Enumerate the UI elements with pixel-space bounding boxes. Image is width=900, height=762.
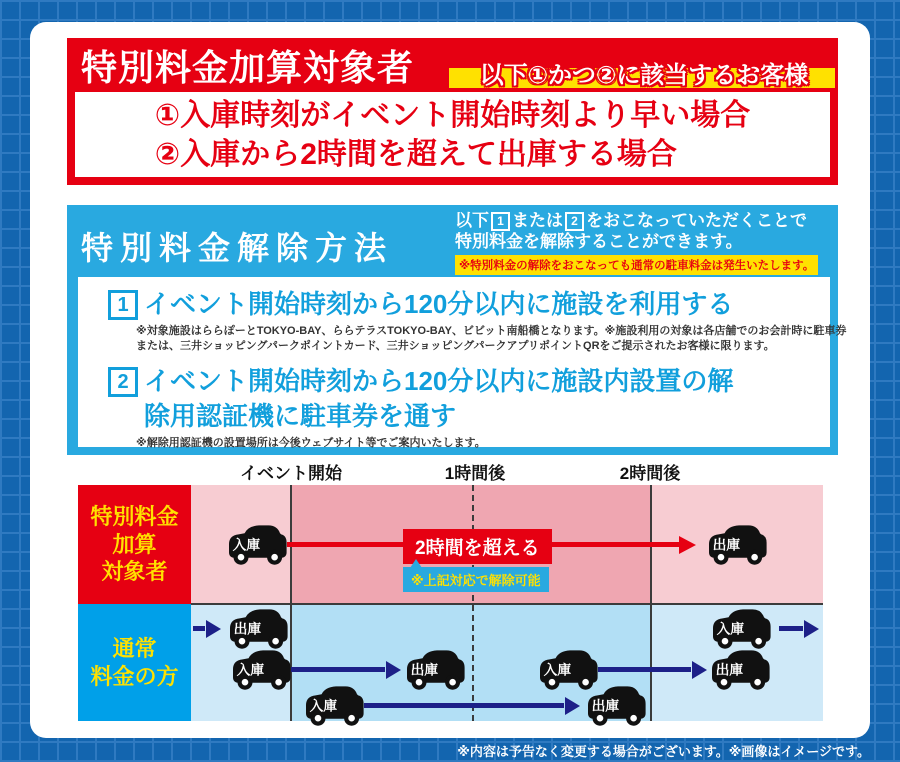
section1-title: 特別料金加算対象者	[81, 46, 415, 88]
label-1-hour: 1時間後	[444, 464, 506, 483]
special-label-line2: 加算	[112, 531, 157, 557]
intro-numbox-2: 2	[565, 212, 584, 231]
release-item-2	[108, 364, 830, 434]
normal-arrow-b2	[598, 667, 691, 672]
intro-post: をおこなっていただくことで	[586, 211, 807, 230]
over-2-hours-badge: 2時間を超える	[403, 529, 552, 564]
normal-arrow-a-right	[779, 626, 803, 631]
section2-intro	[455, 210, 807, 252]
car-exit-normal-b1	[401, 646, 467, 692]
release-item-1	[108, 287, 830, 322]
intro-numbox-1: 1	[491, 212, 510, 231]
car-label: 出庫	[410, 662, 439, 678]
row-header-normal-fee	[78, 604, 191, 721]
flyer-card	[30, 22, 870, 738]
normal-arrow-b1	[291, 667, 385, 672]
item2-heading: イベント開始時刻から120分以内に施設内設置の解除用認証機に駐車券を通す	[144, 365, 734, 431]
car-icon	[223, 521, 289, 567]
condition-1: ①入庫時刻がイベント開始時刻より早い場合	[154, 98, 751, 132]
label-2-hours: 2時間後	[619, 464, 681, 483]
car-label: 出庫	[591, 698, 620, 714]
car-label: 出庫	[715, 662, 744, 678]
item2-numbox: 2	[108, 367, 138, 397]
section1-conditions-box	[75, 92, 830, 177]
car-icon	[703, 521, 769, 567]
row-header-special-fee	[78, 485, 191, 604]
car-label: 出庫	[233, 621, 262, 637]
section1-header	[67, 38, 838, 92]
timeline-labels	[30, 459, 870, 481]
condition-2: ②入庫から2時間を超えて出庫する場合	[154, 137, 677, 171]
special-label-line3: 対象者	[101, 559, 168, 585]
item1-note: ※対象施設はららぽーとTOKYO-BAY、ららテラスTOKYO-BAY、ビビット南船橋となります。※施設利用の対象は各店舗でのお会計時に駐車券または、三井ショッピングパークポイントカード、三井ショッピングパークアプリポイントQRをご提示されたお客様に限ります。	[136, 325, 847, 352]
normal-arrow-a-left	[193, 626, 205, 631]
label-event-start: イベント開始	[240, 464, 342, 483]
item1-numbox: 1	[108, 290, 138, 320]
car-label: 入庫	[232, 537, 261, 553]
normal-label-line2: 料金の方	[90, 663, 179, 689]
section1-badge	[449, 46, 839, 90]
section-special-fee-target	[67, 38, 838, 185]
section2-items-box	[78, 277, 847, 449]
car-exit-normal-b2	[706, 646, 772, 692]
timeline-area	[191, 485, 823, 721]
normal-arrow-c	[364, 703, 564, 708]
normal-label-line1: 通常	[112, 636, 157, 661]
intro-mid: または	[512, 211, 563, 230]
section2-title: 特別料金解除方法	[81, 230, 394, 266]
parking-timeline-chart	[78, 485, 823, 721]
car-exit-normal-c	[582, 682, 648, 728]
car-entry-normal-c	[300, 682, 366, 728]
car-label: 入庫	[716, 621, 745, 637]
intro-pre: 以下	[455, 211, 489, 230]
footer-disclaimer: ※内容は予告なく変更する場合がございます。※画像はイメージです。	[457, 744, 870, 759]
car-exit-normal-a	[224, 605, 290, 651]
car-entry-special	[223, 521, 289, 567]
car-entry-normal-a	[707, 605, 773, 651]
badge-text: 以下①かつ②に該当するお客様	[479, 62, 809, 89]
release-possible-badge: ※上記対応で解除可能	[403, 567, 549, 592]
item1-heading: イベント開始時刻から120分以内に施設を利用する	[144, 289, 734, 319]
item2-note: ※解除用認証機の設置場所は今後ウェブサイト等でご案内いたします。	[136, 436, 486, 449]
car-label: 出庫	[712, 537, 741, 553]
car-entry-normal-b1	[227, 646, 293, 692]
car-label: 入庫	[543, 662, 572, 678]
car-label: 入庫	[309, 698, 338, 714]
special-label-line1: 特別料金	[90, 504, 179, 530]
car-exit-special	[703, 521, 769, 567]
section2-note: ※特別料金の解除をおこなっても通常の駐車料金は発生いたします。	[455, 255, 818, 275]
section-release-method	[67, 205, 847, 455]
car-label: 入庫	[236, 662, 265, 678]
intro-line2: 特別料金を解除することができます。	[455, 232, 743, 251]
